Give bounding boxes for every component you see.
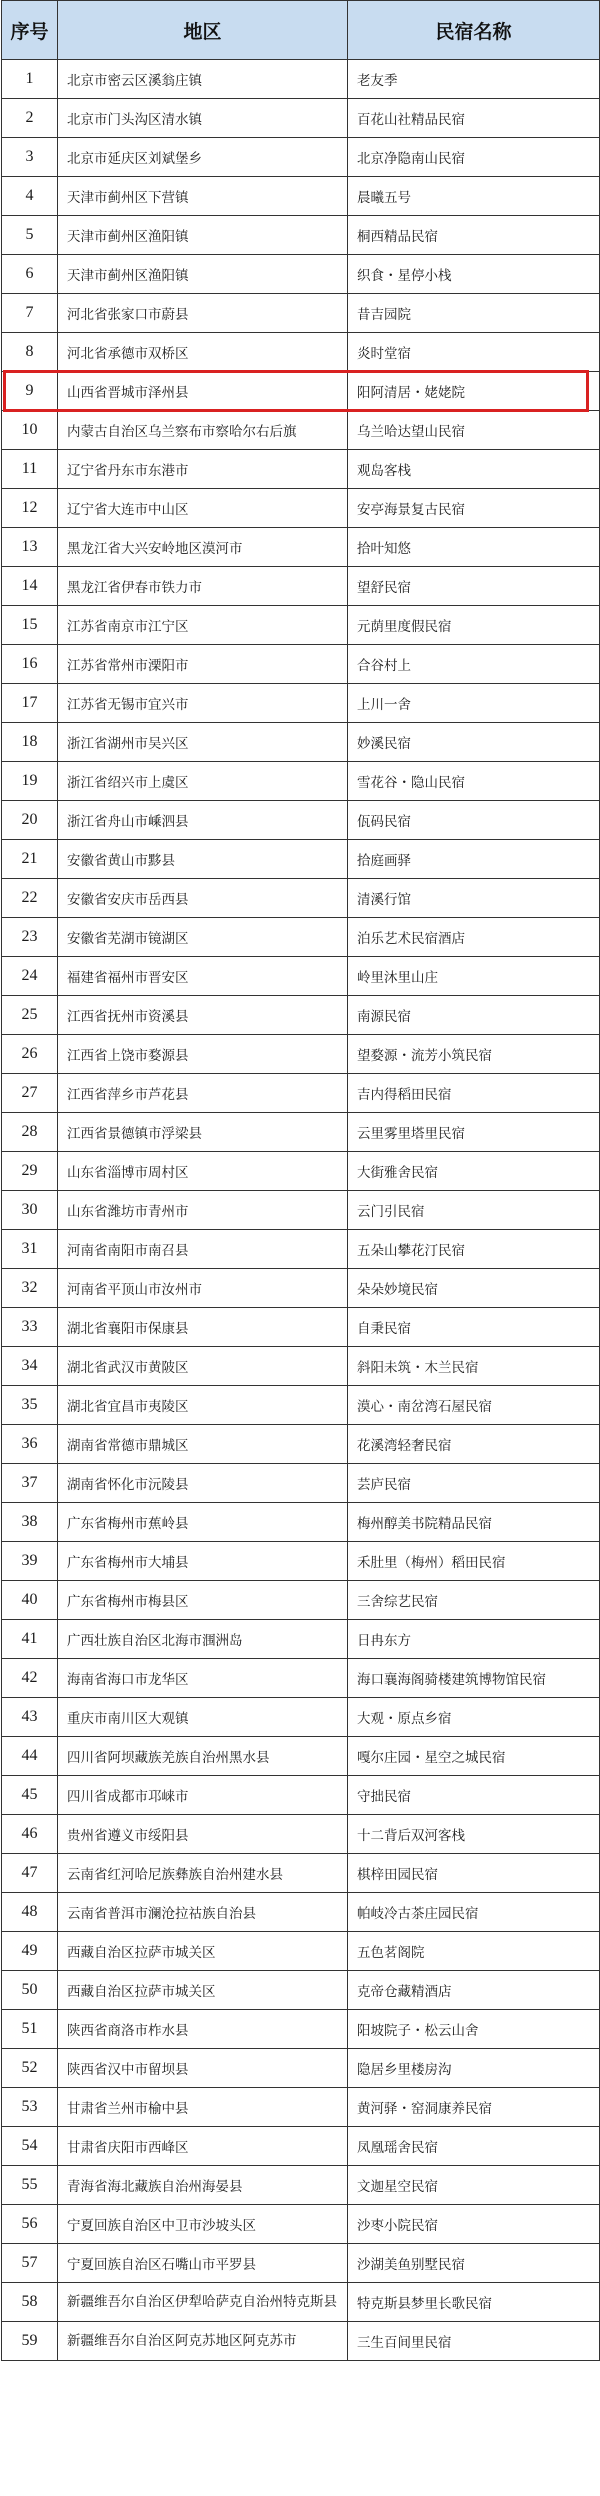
- table-row: [2, 1035, 600, 1074]
- table-row: [2, 1464, 600, 1503]
- row-number: 5: [2, 216, 58, 255]
- row-homestay-name: 乌兰哈达望山民宿: [348, 411, 600, 450]
- row-homestay-name: 十二背后双河客栈: [348, 1815, 600, 1854]
- table-row: [2, 2049, 600, 2088]
- row-number: 56: [2, 2205, 58, 2244]
- table-row: [2, 1893, 600, 1932]
- row-region: 云南省普洱市澜沧拉祜族自治县: [58, 1893, 348, 1932]
- header-row: [2, 1, 600, 60]
- row-region: 黑龙江省伊春市铁力市: [58, 567, 348, 606]
- row-number: 48: [2, 1893, 58, 1932]
- row-homestay-name: 岭里沐里山庄: [348, 957, 600, 996]
- row-number: 23: [2, 918, 58, 957]
- row-number: 32: [2, 1269, 58, 1308]
- row-number: 24: [2, 957, 58, 996]
- row-region: 湖北省宜昌市夷陵区: [58, 1386, 348, 1425]
- table-row: [2, 2010, 600, 2049]
- row-number: 11: [2, 450, 58, 489]
- table-row: [2, 1932, 600, 1971]
- table-body: [2, 60, 600, 2361]
- row-number: 6: [2, 255, 58, 294]
- table-row: [2, 996, 600, 1035]
- row-number: 1: [2, 60, 58, 99]
- row-region: 广西壮族自治区北海市涠洲岛: [58, 1620, 348, 1659]
- table-row: [2, 294, 600, 333]
- row-region: 青海省海北藏族自治州海晏县: [58, 2166, 348, 2205]
- row-region: 河北省承德市双桥区: [58, 333, 348, 372]
- row-region: 江西省景德镇市浮梁县: [58, 1113, 348, 1152]
- row-region: 浙江省绍兴市上虞区: [58, 762, 348, 801]
- row-region: 浙江省舟山市嵊泗县: [58, 801, 348, 840]
- table-row: [2, 1191, 600, 1230]
- table-row: [2, 762, 600, 801]
- table-row: [2, 1659, 600, 1698]
- row-number: 21: [2, 840, 58, 879]
- row-homestay-name: 织食・星停小栈: [348, 255, 600, 294]
- row-homestay-name: 元荫里度假民宿: [348, 606, 600, 645]
- table-row: [2, 1581, 600, 1620]
- row-region: 江苏省常州市溧阳市: [58, 645, 348, 684]
- table-row: [2, 1971, 600, 2010]
- row-homestay-name: 望舒民宿: [348, 567, 600, 606]
- table-row: [2, 684, 600, 723]
- row-homestay-name: 大街雅舍民宿: [348, 1152, 600, 1191]
- row-region: 广东省梅州市蕉岭县: [58, 1503, 348, 1542]
- table-row: [2, 1542, 600, 1581]
- table-row: [2, 2283, 600, 2322]
- row-homestay-name: 北京净隐南山民宿: [348, 138, 600, 177]
- row-homestay-name: 老友季: [348, 60, 600, 99]
- row-homestay-name: 五色茗阁院: [348, 1932, 600, 1971]
- table-row: [2, 918, 600, 957]
- row-homestay-name: 桐西精品民宿: [348, 216, 600, 255]
- row-homestay-name: 芸庐民宿: [348, 1464, 600, 1503]
- table-row: [2, 255, 600, 294]
- table-row: [2, 99, 600, 138]
- table-row: [2, 1737, 600, 1776]
- row-number: 55: [2, 2166, 58, 2205]
- table-row: [2, 1230, 600, 1269]
- row-number: 50: [2, 1971, 58, 2010]
- row-region: 安徽省安庆市岳西县: [58, 879, 348, 918]
- row-homestay-name: 大观・原点乡宿: [348, 1698, 600, 1737]
- row-region: 西藏自治区拉萨市城关区: [58, 1932, 348, 1971]
- table-row: [2, 2088, 600, 2127]
- row-homestay-name: 自秉民宿: [348, 1308, 600, 1347]
- row-homestay-name: 晨曦五号: [348, 177, 600, 216]
- row-homestay-name: 棋梓田园民宿: [348, 1854, 600, 1893]
- row-homestay-name: 日冉东方: [348, 1620, 600, 1659]
- row-homestay-name: 斜阳未筑・木兰民宿: [348, 1347, 600, 1386]
- table-row: [2, 801, 600, 840]
- row-number: 52: [2, 2049, 58, 2088]
- row-number: 17: [2, 684, 58, 723]
- row-number: 16: [2, 645, 58, 684]
- row-number: 34: [2, 1347, 58, 1386]
- row-homestay-name: 清溪行馆: [348, 879, 600, 918]
- row-region: 贵州省遵义市绥阳县: [58, 1815, 348, 1854]
- row-number: 10: [2, 411, 58, 450]
- table-row: [2, 450, 600, 489]
- row-region: 新疆维吾尔自治区伊犁哈萨克自治州特克斯县: [58, 2283, 348, 2322]
- table-row: [2, 177, 600, 216]
- row-region: 湖北省武汉市黄陂区: [58, 1347, 348, 1386]
- row-region: 福建省福州市晋安区: [58, 957, 348, 996]
- header-name: 民宿名称: [348, 1, 600, 60]
- row-homestay-name: 禾肚里（梅州）稻田民宿: [348, 1542, 600, 1581]
- table-row: [2, 2127, 600, 2166]
- table-row: [2, 1347, 600, 1386]
- row-region: 云南省红河哈尼族彝族自治州建水县: [58, 1854, 348, 1893]
- row-region: 河南省南阳市南召县: [58, 1230, 348, 1269]
- row-number: 15: [2, 606, 58, 645]
- table-row: [2, 1425, 600, 1464]
- row-homestay-name: 沙枣小院民宿: [348, 2205, 600, 2244]
- row-region: 广东省梅州市梅县区: [58, 1581, 348, 1620]
- row-homestay-name: 妙溪民宿: [348, 723, 600, 762]
- row-number: 9: [2, 372, 58, 411]
- row-number: 30: [2, 1191, 58, 1230]
- table-row: [2, 1620, 600, 1659]
- row-region: 陕西省汉中市留坝县: [58, 2049, 348, 2088]
- row-region: 湖南省怀化市沅陵县: [58, 1464, 348, 1503]
- row-region: 江西省抚州市资溪县: [58, 996, 348, 1035]
- row-number: 54: [2, 2127, 58, 2166]
- row-number: 33: [2, 1308, 58, 1347]
- table-row: [2, 138, 600, 177]
- row-number: 26: [2, 1035, 58, 1074]
- row-region: 陕西省商洛市柞水县: [58, 2010, 348, 2049]
- row-homestay-name: 克帝仓藏精酒店: [348, 1971, 600, 2010]
- row-number: 14: [2, 567, 58, 606]
- row-number: 51: [2, 2010, 58, 2049]
- row-homestay-name: 黄河驿・窑洞康养民宿: [348, 2088, 600, 2127]
- row-homestay-name: 漠心・南岔湾石屋民宿: [348, 1386, 600, 1425]
- row-region: 河北省张家口市蔚县: [58, 294, 348, 333]
- table-row: [2, 567, 600, 606]
- row-region: 北京市门头沟区清水镇: [58, 99, 348, 138]
- row-region: 辽宁省丹东市东港市: [58, 450, 348, 489]
- table-row: [2, 528, 600, 567]
- row-number: 8: [2, 333, 58, 372]
- row-region: 江西省上饶市婺源县: [58, 1035, 348, 1074]
- row-region: 天津市蓟州区下营镇: [58, 177, 348, 216]
- row-region: 重庆市南川区大观镇: [58, 1698, 348, 1737]
- row-region: 安徽省芜湖市镜湖区: [58, 918, 348, 957]
- row-region: 宁夏回族自治区石嘴山市平罗县: [58, 2244, 348, 2283]
- row-region: 山西省晋城市泽州县: [58, 372, 348, 411]
- row-homestay-name: 吉内得稻田民宿: [348, 1074, 600, 1113]
- row-homestay-name: 百花山社精品民宿: [348, 99, 600, 138]
- row-homestay-name: 佤码民宿: [348, 801, 600, 840]
- table-row: [2, 1854, 600, 1893]
- row-region: 海南省海口市龙华区: [58, 1659, 348, 1698]
- table-row: [2, 2322, 600, 2361]
- table-row: [2, 1308, 600, 1347]
- row-region: 甘肃省庆阳市西峰区: [58, 2127, 348, 2166]
- row-region: 黑龙江省大兴安岭地区漠河市: [58, 528, 348, 567]
- row-homestay-name: 安亭海景复古民宿: [348, 489, 600, 528]
- row-number: 41: [2, 1620, 58, 1659]
- row-region: 内蒙古自治区乌兰察布市察哈尔右后旗: [58, 411, 348, 450]
- row-region: 浙江省湖州市吴兴区: [58, 723, 348, 762]
- homestay-list-table: [1, 0, 600, 2361]
- row-number: 53: [2, 2088, 58, 2127]
- table-row: [2, 411, 600, 450]
- row-number: 45: [2, 1776, 58, 1815]
- table-row: [2, 1269, 600, 1308]
- row-homestay-name: 雪花谷・隐山民宿: [348, 762, 600, 801]
- row-region: 湖北省襄阳市保康县: [58, 1308, 348, 1347]
- table-row: [2, 606, 600, 645]
- row-homestay-name: 五朵山攀花汀民宿: [348, 1230, 600, 1269]
- table-row: [2, 2244, 600, 2283]
- row-homestay-name: 望婺源・流芳小筑民宿: [348, 1035, 600, 1074]
- row-homestay-name: 花溪湾轻奢民宿: [348, 1425, 600, 1464]
- row-homestay-name: 上川一舍: [348, 684, 600, 723]
- row-region: 四川省阿坝藏族羌族自治州黑水县: [58, 1737, 348, 1776]
- row-homestay-name: 隐居乡里楼房沟: [348, 2049, 600, 2088]
- row-region: 北京市延庆区刘斌堡乡: [58, 138, 348, 177]
- row-homestay-name: 嘎尔庄园・星空之城民宿: [348, 1737, 600, 1776]
- header-no: 序号: [2, 1, 58, 60]
- row-homestay-name: 三舍综艺民宿: [348, 1581, 600, 1620]
- row-region: 山东省潍坊市青州市: [58, 1191, 348, 1230]
- row-region: 天津市蓟州区渔阳镇: [58, 255, 348, 294]
- row-homestay-name: 泊乐艺术民宿酒店: [348, 918, 600, 957]
- row-homestay-name: 守拙民宿: [348, 1776, 600, 1815]
- row-number: 40: [2, 1581, 58, 1620]
- row-homestay-name: 帕岐冷古茶庄园民宿: [348, 1893, 600, 1932]
- row-homestay-name: 云里雾里塔里民宿: [348, 1113, 600, 1152]
- row-region: 山东省淄博市周村区: [58, 1152, 348, 1191]
- row-region: 江苏省无锡市宜兴市: [58, 684, 348, 723]
- row-homestay-name: 昔吉园院: [348, 294, 600, 333]
- row-number: 49: [2, 1932, 58, 1971]
- table-row: [2, 1074, 600, 1113]
- row-region: 辽宁省大连市中山区: [58, 489, 348, 528]
- row-region: 甘肃省兰州市榆中县: [58, 2088, 348, 2127]
- row-number: 47: [2, 1854, 58, 1893]
- row-number: 37: [2, 1464, 58, 1503]
- row-number: 18: [2, 723, 58, 762]
- row-number: 46: [2, 1815, 58, 1854]
- row-region: 北京市密云区溪翁庄镇: [58, 60, 348, 99]
- row-region: 河南省平顶山市汝州市: [58, 1269, 348, 1308]
- row-homestay-name: 阳坡院子・松云山舍: [348, 2010, 600, 2049]
- row-number: 22: [2, 879, 58, 918]
- row-region: 安徽省黄山市黟县: [58, 840, 348, 879]
- row-region: 江苏省南京市江宁区: [58, 606, 348, 645]
- row-number: 28: [2, 1113, 58, 1152]
- row-number: 19: [2, 762, 58, 801]
- row-number: 44: [2, 1737, 58, 1776]
- row-homestay-name: 沙湖美鱼别墅民宿: [348, 2244, 600, 2283]
- table-row: [2, 840, 600, 879]
- row-number: 59: [2, 2322, 58, 2361]
- row-homestay-name: 特克斯县梦里长歌民宿: [348, 2283, 600, 2322]
- row-number: 39: [2, 1542, 58, 1581]
- row-number: 58: [2, 2283, 58, 2322]
- row-number: 57: [2, 2244, 58, 2283]
- table-row: [2, 1113, 600, 1152]
- row-region: 天津市蓟州区渔阳镇: [58, 216, 348, 255]
- row-number: 31: [2, 1230, 58, 1269]
- table-row: [2, 60, 600, 99]
- row-region: 广东省梅州市大埔县: [58, 1542, 348, 1581]
- row-number: 27: [2, 1074, 58, 1113]
- row-number: 7: [2, 294, 58, 333]
- row-homestay-name: 拾叶知悠: [348, 528, 600, 567]
- row-homestay-name: 云门引民宿: [348, 1191, 600, 1230]
- row-region: 新疆维吾尔自治区阿克苏地区阿克苏市: [58, 2322, 348, 2361]
- table-row: [2, 1152, 600, 1191]
- row-region: 江西省萍乡市芦花县: [58, 1074, 348, 1113]
- row-number: 20: [2, 801, 58, 840]
- table-row: [2, 333, 600, 372]
- table-row: [2, 2166, 600, 2205]
- row-number: 35: [2, 1386, 58, 1425]
- row-number: 42: [2, 1659, 58, 1698]
- row-homestay-name: 合谷村上: [348, 645, 600, 684]
- row-number: 2: [2, 99, 58, 138]
- row-number: 3: [2, 138, 58, 177]
- row-homestay-name: 观岛客栈: [348, 450, 600, 489]
- row-homestay-name: 梅州醇美书院精品民宿: [348, 1503, 600, 1542]
- row-region: 湖南省常德市鼎城区: [58, 1425, 348, 1464]
- row-number: 43: [2, 1698, 58, 1737]
- row-homestay-name: 海口襄海阁骑楼建筑博物馆民宿: [348, 1659, 600, 1698]
- table-row: [2, 372, 600, 411]
- table-row: [2, 957, 600, 996]
- row-number: 25: [2, 996, 58, 1035]
- table-row: [2, 216, 600, 255]
- table-row: [2, 1386, 600, 1425]
- row-number: 12: [2, 489, 58, 528]
- table-row: [2, 645, 600, 684]
- row-region: 四川省成都市邛崃市: [58, 1776, 348, 1815]
- table-row: [2, 879, 600, 918]
- row-region: 宁夏回族自治区中卫市沙坡头区: [58, 2205, 348, 2244]
- table-row: [2, 723, 600, 762]
- row-homestay-name: 炎时堂宿: [348, 333, 600, 372]
- row-homestay-name: 阳阿清居・姥姥院: [348, 372, 600, 411]
- row-number: 36: [2, 1425, 58, 1464]
- header-region: 地区: [58, 1, 348, 60]
- table-row: [2, 1698, 600, 1737]
- table-row: [2, 489, 600, 528]
- row-homestay-name: 凤凰瑶舍民宿: [348, 2127, 600, 2166]
- table-row: [2, 2205, 600, 2244]
- row-number: 4: [2, 177, 58, 216]
- row-homestay-name: 拾庭画驿: [348, 840, 600, 879]
- table-row: [2, 1776, 600, 1815]
- row-homestay-name: 三生百间里民宿: [348, 2322, 600, 2361]
- row-number: 29: [2, 1152, 58, 1191]
- row-number: 38: [2, 1503, 58, 1542]
- row-region: 西藏自治区拉萨市城关区: [58, 1971, 348, 2010]
- row-homestay-name: 朵朵妙境民宿: [348, 1269, 600, 1308]
- row-number: 13: [2, 528, 58, 567]
- row-homestay-name: 南源民宿: [348, 996, 600, 1035]
- row-homestay-name: 文迦星空民宿: [348, 2166, 600, 2205]
- table-header: [2, 1, 600, 60]
- table-row: [2, 1503, 600, 1542]
- table-row: [2, 1815, 600, 1854]
